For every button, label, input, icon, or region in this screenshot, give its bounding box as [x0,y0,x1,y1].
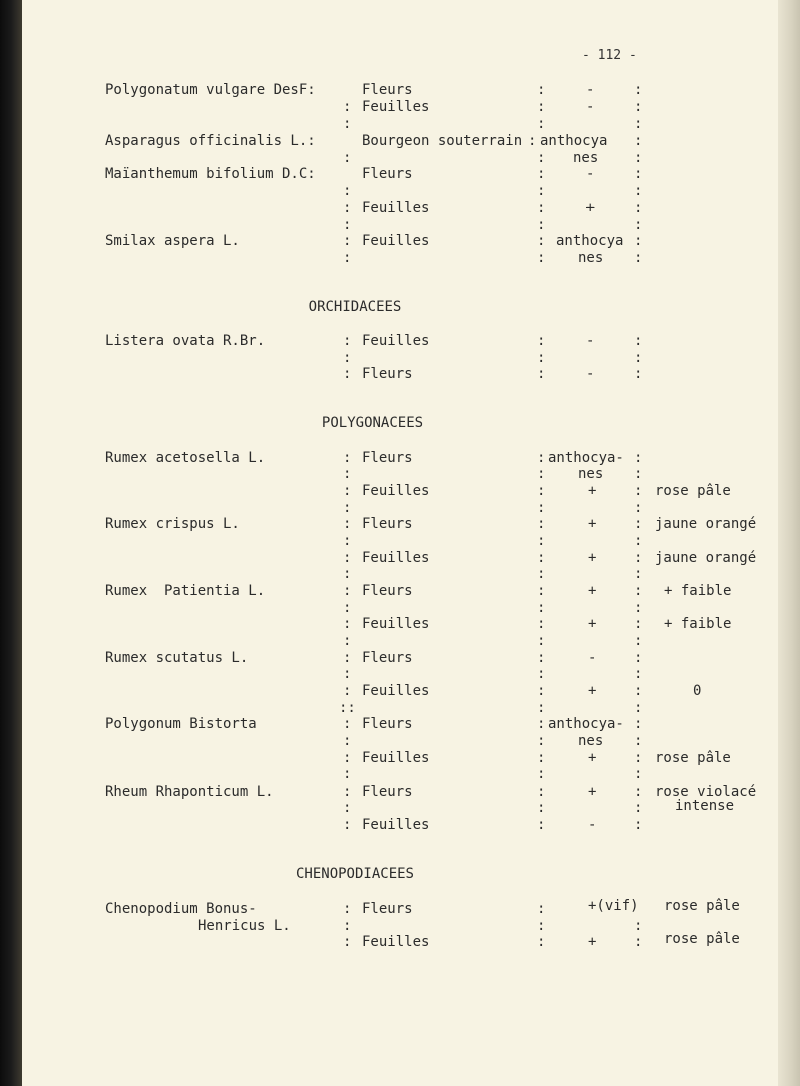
column-separator: : [343,350,352,366]
result-value: - [586,333,595,349]
column-separator: : [343,616,352,632]
species-name: Maïanthemum bifolium D.C: [105,166,316,182]
column-separator: : [634,633,643,649]
color-note: intense [675,798,735,814]
species-name: Rheum Rhaponticum L. [105,784,274,800]
result-value: anthocya- [548,450,624,466]
section-heading: POLYGONACEES [321,415,424,431]
column-separator: : [634,533,643,549]
column-separator: : [634,350,643,366]
column-separator: : [634,183,643,199]
organ-label: Fleurs [362,166,413,182]
result-value: + [588,583,597,599]
species-name: Asparagus officinalis L.: [105,133,316,149]
column-separator: : [634,150,643,166]
section-heading: CHENOPODIACEES [295,866,414,882]
column-separator: : [537,450,546,466]
column-separator: : [343,633,352,649]
organ-label: Feuilles [362,200,430,216]
column-separator: : [634,566,643,582]
column-separator: : [343,450,352,466]
result-value: + [588,516,597,532]
column-separator: : [343,366,352,382]
column-separator: : [634,583,643,599]
column-separator: : [537,683,546,699]
column-separator: : [537,533,546,549]
column-separator: : [343,766,352,782]
color-note: rose pâle [664,931,740,947]
color-note: + faible [664,583,732,599]
column-separator: : [537,233,546,249]
column-separator: : [634,450,643,466]
organ-label: Feuilles [362,750,430,766]
result-value: nes [578,733,604,749]
column-separator: : [343,716,352,732]
column-separator: : [537,934,546,950]
column-separator: : [634,683,643,699]
result-value: - [586,366,595,382]
binding-edge [0,0,22,1086]
species-name: Rumex acetosella L. [105,450,266,466]
result-value: - [586,166,595,182]
column-separator: : [537,784,546,800]
column-separator: : [343,516,352,532]
column-separator: : [634,233,643,249]
column-separator: : [634,466,643,482]
organ-label: Fleurs [362,366,413,382]
column-separator: : [343,200,352,216]
column-separator: : [343,800,352,816]
organ-label: Feuilles [362,934,430,950]
column-separator: : [537,918,546,934]
column-separator: : [537,800,546,816]
result-value: + [588,550,597,566]
column-separator: : [537,901,546,917]
result-value: + [588,934,597,950]
column-separator: : [634,616,643,632]
column-separator: : [343,183,352,199]
column-separator: : [634,366,643,382]
result-value: - [588,650,597,666]
column-separator: : [343,217,352,233]
column-separator: : [634,333,643,349]
column-separator: : [343,99,352,115]
color-note: rose pâle [655,483,731,499]
column-separator: : [537,183,546,199]
organ-label: Feuilles [362,483,430,499]
column-separator: : [634,217,643,233]
column-separator: : [343,784,352,800]
column-separator: : [634,133,643,149]
column-separator: : [537,333,546,349]
column-separator: : [634,116,643,132]
color-note: rose violacé [655,784,757,800]
result-value: - [586,99,595,115]
column-separator: : [537,250,546,266]
column-separator: : [537,466,546,482]
column-separator: : [537,116,546,132]
column-separator: : [634,516,643,532]
column-separator: : [634,600,643,616]
column-separator: : [634,550,643,566]
column-separator: : [343,600,352,616]
color-note: rose pâle [664,898,740,914]
column-separator: : [537,666,546,682]
column-separator: : [343,817,352,833]
document-page [22,0,778,1086]
column-separator: : [343,683,352,699]
result-value: nes [578,466,604,482]
column-separator: : [537,733,546,749]
column-separator: : [634,918,643,934]
column-separator: : [634,250,643,266]
page-edge [778,0,800,1086]
color-note: 0 [693,683,702,699]
species-name: Rumex scutatus L. [105,650,249,666]
column-separator: : [343,250,352,266]
organ-label: Fleurs [362,901,413,917]
result-value: nes [578,250,604,266]
species-name: Smilax aspera L. [105,233,240,249]
organ-label: Feuilles [362,333,430,349]
column-separator: : [537,700,546,716]
column-separator: : [537,166,546,182]
organ-label: Feuilles [362,550,430,566]
column-separator: : [343,934,352,950]
organ-label: Fleurs [362,784,413,800]
result-value: + [588,784,597,800]
column-separator: : [634,99,643,115]
result-value: + [588,483,597,499]
color-note: jaune orangé [655,550,757,566]
column-separator: : [537,516,546,532]
column-separator: : [537,616,546,632]
column-separator: : [343,333,352,349]
column-separator: : [537,566,546,582]
column-separator: : [634,733,643,749]
column-separator: : [634,766,643,782]
result-value: nes [573,150,599,166]
column-separator: : [343,750,352,766]
column-separator: : [343,116,352,132]
organ-label: Fleurs [362,650,413,666]
section-heading: ORCHIDACEES [308,299,402,315]
column-separator: : [537,750,546,766]
column-separator: : [537,600,546,616]
column-separator: : [537,716,546,732]
result-value: +(vif) [588,898,639,914]
column-separator: : [634,483,643,499]
column-separator: : [343,566,352,582]
column-separator: : [343,550,352,566]
organ-label: Feuilles [362,99,430,115]
result-value: + [588,683,597,699]
column-separator: : [634,800,643,816]
organ-label: Fleurs [362,450,413,466]
column-separator: : [537,550,546,566]
result-value: + [588,750,597,766]
column-separator: : [537,483,546,499]
column-separator: : [537,817,546,833]
organ-label: Feuilles [362,817,430,833]
column-separator: : [343,666,352,682]
column-separator: : [528,133,537,149]
result-value: anthocya- [548,716,624,732]
column-separator: : [343,901,352,917]
column-separator: : [634,650,643,666]
column-separator: : [634,700,643,716]
column-separator: : [634,166,643,182]
result-value: anthocya [540,133,608,149]
organ-label: Feuilles [362,616,430,632]
column-separator: : [634,666,643,682]
column-separator: : [343,150,352,166]
result-value: - [588,817,597,833]
column-separator: : [634,784,643,800]
column-separator: : [634,934,643,950]
organ-label: Fleurs [362,516,413,532]
column-separator: : [537,583,546,599]
column-separator: : [537,766,546,782]
species-name: Rumex crispus L. [105,516,240,532]
page-number: - 112 - [582,48,637,63]
color-note: + faible [664,616,732,632]
column-separator: : [343,533,352,549]
result-value: + [588,616,597,632]
color-note: jaune orangé [655,516,757,532]
column-separator: : [537,366,546,382]
organ-label: Fleurs [362,82,413,98]
species-name: Henricus L. [198,918,291,934]
column-separator: : [634,817,643,833]
column-separator: : [634,500,643,516]
column-separator: : [343,650,352,666]
column-separator: : [343,733,352,749]
organ-label: Fleurs [362,583,413,599]
column-separator: : [537,633,546,649]
species-name: Rumex Patientia L. [105,583,266,599]
column-separator: : [634,750,643,766]
column-separator: : [343,918,352,934]
column-separator: : [343,483,352,499]
column-separator: : [537,650,546,666]
organ-label: Feuilles [362,233,430,249]
result-value: anthocya [556,233,624,249]
column-separator: : [634,82,643,98]
column-separator: : [537,217,546,233]
column-separator: : [634,200,643,216]
column-separator: :: [339,700,356,716]
column-separator: : [537,150,546,166]
column-separator: : [537,350,546,366]
species-name: Polygonum Bistorta [105,716,257,732]
color-note: rose pâle [655,750,731,766]
species-name: Polygonatum vulgare DesF: [105,82,316,98]
organ-label: Bourgeon souterrain [362,133,523,149]
column-separator: : [634,716,643,732]
column-separator: : [343,583,352,599]
column-separator: : [537,500,546,516]
column-separator: : [343,500,352,516]
column-separator: : [537,200,546,216]
organ-label: Fleurs [362,716,413,732]
organ-label: Feuilles [362,683,430,699]
result-value: - [586,82,595,98]
result-value: + [586,200,595,216]
column-separator: : [343,466,352,482]
column-separator: : [343,233,352,249]
species-name: Chenopodium Bonus- [105,901,257,917]
column-separator: : [537,99,546,115]
species-name: Listera ovata R.Br. [105,333,266,349]
column-separator: : [537,82,546,98]
